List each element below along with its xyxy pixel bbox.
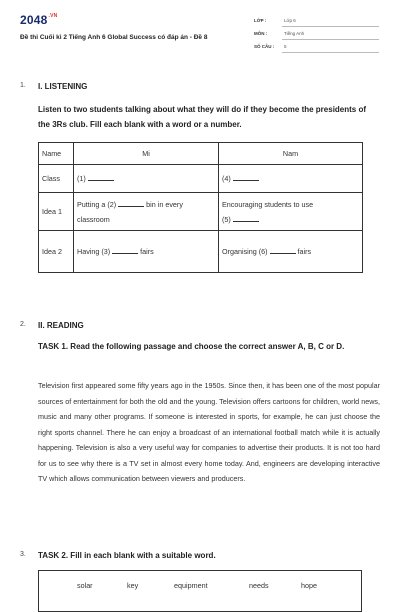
meta-subject-key: MÔN : (254, 31, 268, 36)
listening-instruction: Listen to two students talking about what they will do if they become the presidents of the 3Rs club. Fill each blank with a word or a number. (38, 105, 367, 129)
meta-divider (282, 26, 379, 27)
page-header (0, 0, 400, 60)
cell-text: Encouraging students to use (222, 199, 314, 209)
fill-task-instruction: TASK 2. Fill in each blank with a suitable word. (38, 551, 216, 560)
cell-text: Putting a (2) (77, 199, 117, 209)
meta-divider (282, 52, 379, 53)
word-bank-item: key (127, 581, 139, 590)
answer-blank[interactable] (233, 215, 259, 222)
reading-task-instruction: TASK 1. Read the following passage and choose the correct answer A, B, C or D. (38, 342, 345, 351)
meta-count-key: SỐ CÂU : (254, 44, 275, 49)
table-header-name: Name (39, 143, 74, 165)
meta-class (254, 15, 379, 29)
cell-text: bin in every classroom (77, 199, 183, 224)
table-cell (219, 165, 363, 193)
section-heading-reading: II. READING (38, 321, 84, 330)
row-label: Idea 1 (39, 193, 74, 231)
word-bank-item: equipment (174, 581, 208, 590)
table-cell (74, 165, 219, 193)
blank-number: (5) (222, 214, 231, 224)
cell-text: Having (3) (77, 247, 111, 256)
question-number: 1. (20, 82, 26, 89)
answer-blank[interactable] (270, 247, 296, 254)
meta-count-value: 5 (284, 44, 287, 49)
logo-suffix: .VN (48, 13, 58, 19)
table-cell (219, 193, 363, 231)
meta-subject (254, 28, 379, 42)
meta-class-key: LỚP : (254, 18, 267, 23)
word-bank (38, 570, 362, 612)
cell-text: Organising (6) (222, 247, 268, 256)
table-row (39, 193, 363, 231)
meta-subject-value: Tiếng Anh (284, 31, 305, 36)
table-header-nam: Nam (219, 143, 363, 165)
cell-text: fairs (140, 247, 154, 256)
answer-blank[interactable] (88, 174, 114, 181)
answer-blank[interactable] (233, 174, 259, 181)
table-header-row (39, 143, 363, 165)
meta-divider (282, 39, 379, 40)
cell-text: fairs (297, 247, 312, 256)
table-row (39, 165, 363, 193)
word-bank-item: hope (301, 581, 317, 590)
reading-passage: Television first appeared some fifty years ago in the 1950s. Since then, it has been one of the most popular sources of entertainment for both the old and the young. Television offers cartoons for children, world news, music and many other programs. If someone is interested in sports, for example, he can just choose the right sports channel. There he can enjoy a broadcast of an international football match while it is actually happening. Television is also a very useful way for companies to advertise their products. It is not too hard for us to see why there is a TV set in almost every home today. And, engineers are developing interactive TV which allows communication between viewers and producers. (38, 381, 380, 483)
blank-number: (4) (222, 174, 231, 183)
word-bank-item: needs (249, 581, 269, 590)
table-cell (74, 231, 219, 273)
section-heading-listening: I. LISTENING (38, 82, 88, 91)
word-bank-item: solar (77, 581, 93, 590)
question-number: 3. (20, 551, 26, 558)
table-header-mi: Mi (74, 143, 219, 165)
blank-number: (1) (77, 174, 86, 183)
answer-blank[interactable] (118, 200, 144, 207)
table-row (39, 231, 363, 273)
table-cell (219, 231, 363, 273)
logo-text: 2048 (20, 13, 48, 27)
exam-title: Đề thi Cuối kì 2 Tiếng Anh 6 Global Success có đáp án - Đề 8 (20, 34, 208, 41)
row-label: Class (39, 165, 74, 193)
table-cell (74, 193, 219, 231)
meta-count (254, 41, 379, 55)
listening-table (38, 142, 363, 273)
answer-blank[interactable] (112, 247, 138, 254)
meta-class-value: Lớp 6 (284, 18, 296, 23)
site-logo[interactable] (20, 13, 57, 27)
question-number: 2. (20, 321, 26, 328)
row-label: Idea 2 (39, 231, 74, 273)
